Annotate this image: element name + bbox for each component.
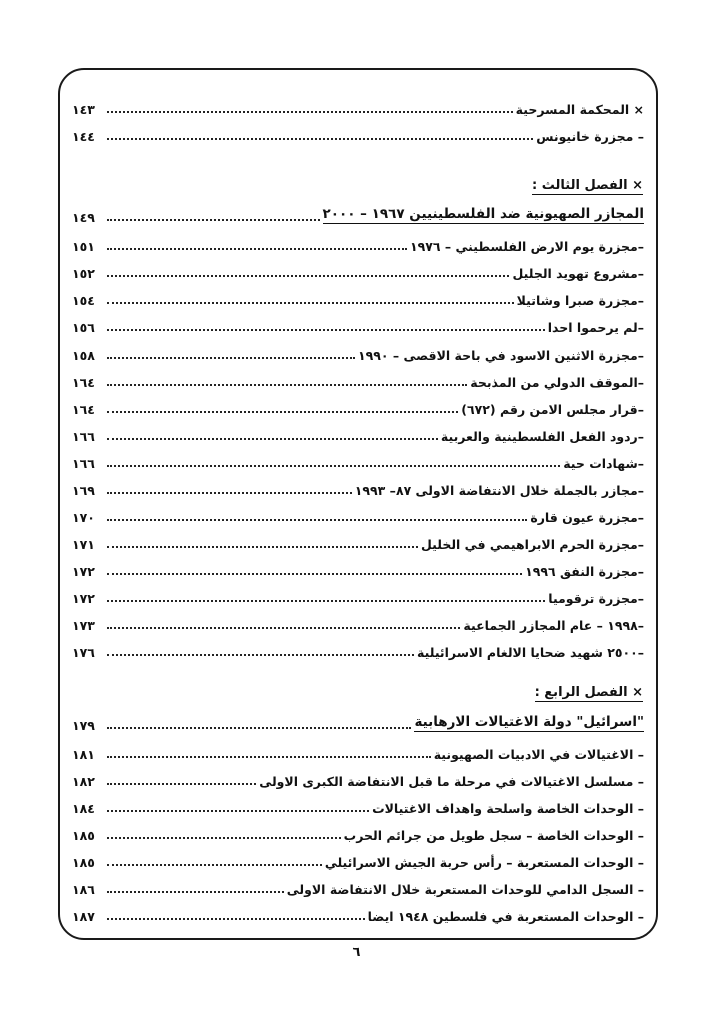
toc-title: –مجزرة الحرم الابراهيمي في الخليل <box>420 536 644 552</box>
toc-leader <box>107 275 509 277</box>
toc-entry <box>72 229 644 253</box>
toc-page: ١٨١ <box>72 746 95 762</box>
toc-entry <box>72 635 644 659</box>
toc-title: –١٩٩٨ – عام المجازر الجماعية <box>463 617 644 633</box>
toc-page: ١٨٥ <box>72 854 95 870</box>
toc-leader <box>107 627 460 629</box>
toc-leader <box>107 138 533 140</box>
chapter-3-heading <box>72 200 644 224</box>
toc-title: –٢٥٠٠ شهيد ضحايا الالغام الاسرائيلية <box>417 644 644 660</box>
toc-leader <box>107 810 369 812</box>
toc-page: ١٧٠ <box>72 509 95 525</box>
toc-page: ١٤٤ <box>72 128 95 144</box>
toc-entry <box>72 446 644 470</box>
toc-page: ١٧٣ <box>72 617 95 633</box>
toc-entry <box>72 500 644 524</box>
toc-entry <box>72 310 644 334</box>
toc-title: –قرار مجلس الامن رقم (٦٧٢) <box>461 401 644 417</box>
toc-entry <box>72 392 644 416</box>
toc-page: ١٨٢ <box>72 773 95 789</box>
toc-title: –مجزرة الاثنين الاسود في باحة الاقصى – ١٩٩٠ <box>357 347 644 363</box>
toc-leader <box>107 384 467 386</box>
toc-title: – الوحدات المستعربة – رأس حربة الجيش الاسرائيلي <box>324 854 644 870</box>
toc-entry <box>72 764 644 788</box>
toc-entry <box>72 527 644 551</box>
toc-leader <box>107 302 514 304</box>
toc-page: ١٥١ <box>72 238 95 254</box>
toc-leader <box>107 329 545 331</box>
toc-leader <box>107 918 365 920</box>
toc-page: ١٧٢ <box>72 590 95 606</box>
toc-page: ١٧٩ <box>72 717 95 733</box>
toc-page: ١٨٦ <box>72 881 95 897</box>
toc-page: ١٤٩ <box>72 209 95 225</box>
toc-title: –لم يرحموا احدا <box>547 319 644 335</box>
toc-leader <box>107 519 527 521</box>
toc-page: ١٦٦ <box>72 455 95 471</box>
toc-page: ١٥٤ <box>72 292 95 308</box>
toc-title: –شهادات حية <box>563 455 644 471</box>
toc-page: ١٤٣ <box>72 101 95 117</box>
toc-page: ١٦٦ <box>72 428 95 444</box>
toc-leader <box>107 492 352 494</box>
toc-entry <box>72 92 644 116</box>
toc-entry <box>72 845 644 869</box>
toc-entry <box>72 737 644 761</box>
chapter-3-label: × الفصل الثالث : <box>532 178 643 193</box>
toc-leader <box>107 727 411 729</box>
toc-page: ١٧١ <box>72 536 95 552</box>
toc-title: –مجزرة النفق ١٩٩٦ <box>525 563 644 579</box>
toc-leader <box>107 219 320 221</box>
toc-title: المجازر الصهيونية ضد الفلسطينيين ١٩٦٧ – ٢٠٠٠ <box>323 208 644 225</box>
toc-entry <box>72 473 644 497</box>
toc-entry <box>72 419 644 443</box>
chapter-4-heading <box>72 708 644 732</box>
toc-leader <box>107 864 322 866</box>
toc-title: –مجزرة عيون قارة <box>530 509 644 525</box>
toc-title: –مشروع تهويد الجليل <box>512 265 644 281</box>
toc-entry <box>72 608 644 632</box>
toc-page: ١٥٦ <box>72 319 95 335</box>
toc-entry <box>72 581 644 605</box>
toc-title: – الوحدات الخاصة واسلحة واهداف الاغتيالات <box>372 800 644 816</box>
toc-leader <box>107 600 545 602</box>
toc-entry <box>72 119 644 143</box>
toc-leader <box>107 465 560 467</box>
toc-title: – مجزرة خانيونس <box>536 128 644 144</box>
toc-entry <box>72 256 644 280</box>
chapter-4-label: × الفصل الرابع : <box>534 685 643 700</box>
toc-leader <box>107 783 256 785</box>
toc-page: ١٦٩ <box>72 482 95 498</box>
toc-leader <box>107 546 418 548</box>
toc-leader <box>107 756 431 758</box>
toc-title: – الوحدات المستعربة في فلسطين ١٩٤٨ ايضا <box>367 908 644 924</box>
toc-leader <box>107 438 438 440</box>
toc-entry <box>72 365 644 389</box>
toc-page: ١٥٢ <box>72 265 95 281</box>
toc-leader <box>107 357 355 359</box>
toc-leader <box>107 411 458 413</box>
toc-page: ١٦٤ <box>72 374 95 390</box>
toc-leader <box>107 248 407 250</box>
toc-leader <box>107 111 513 113</box>
toc-title: –مجزرة يوم الارض الفلسطيني – ١٩٧٦ <box>409 238 644 254</box>
toc-entry <box>72 818 644 842</box>
toc-title: –ردود الفعل الفلسطينية والعربية <box>440 428 644 444</box>
toc-page: ١٥٨ <box>72 347 95 363</box>
toc-title: –مجزرة ترقوميا <box>548 590 644 606</box>
toc-page: ١٧٢ <box>72 563 95 579</box>
toc-entry <box>72 872 644 896</box>
toc-title: –مجزرة صبرا وشاتيلا <box>516 292 644 308</box>
page-number: ٦ <box>352 945 361 960</box>
toc-entry <box>72 899 644 923</box>
toc-title: –مجازر بالجملة خلال الانتفاضة الاولى ٨٧– ١٩٩٣ <box>354 482 644 498</box>
toc-leader <box>107 837 341 839</box>
toc-entry <box>72 283 644 307</box>
toc-title: – الوحدات الخاصة – سجل طويل من جرائم الحرب <box>343 827 644 843</box>
toc-page: ١٦٤ <box>72 401 95 417</box>
toc-page: ١٨٤ <box>72 800 95 816</box>
toc-page: ١٨٧ <box>72 908 95 924</box>
toc-title: – السجل الدامي للوحدات المستعربة خلال الانتفاضة الاولى <box>286 881 644 897</box>
toc-title: – الاغتيالات في الادبيات الصهيونية <box>433 746 644 762</box>
toc-page: ١٧٦ <box>72 644 95 660</box>
toc-page: ١٨٥ <box>72 827 95 843</box>
toc-entry <box>72 338 644 362</box>
toc-leader <box>107 654 414 656</box>
toc-entry <box>72 791 644 815</box>
toc-leader <box>107 891 284 893</box>
toc-title: "اسرائيل" دولة الاغتيالات الارهابية <box>414 716 644 733</box>
toc-leader <box>107 573 522 575</box>
toc-title: – مسلسل الاغتيالات في مرحلة ما قبل الانتفاضة الكبرى الاولى <box>259 773 644 789</box>
toc-entry <box>72 554 644 578</box>
toc-title: –الموقف الدولي من المذبحة <box>470 374 644 390</box>
toc-title: × المحكمة المسرحية <box>515 101 644 117</box>
